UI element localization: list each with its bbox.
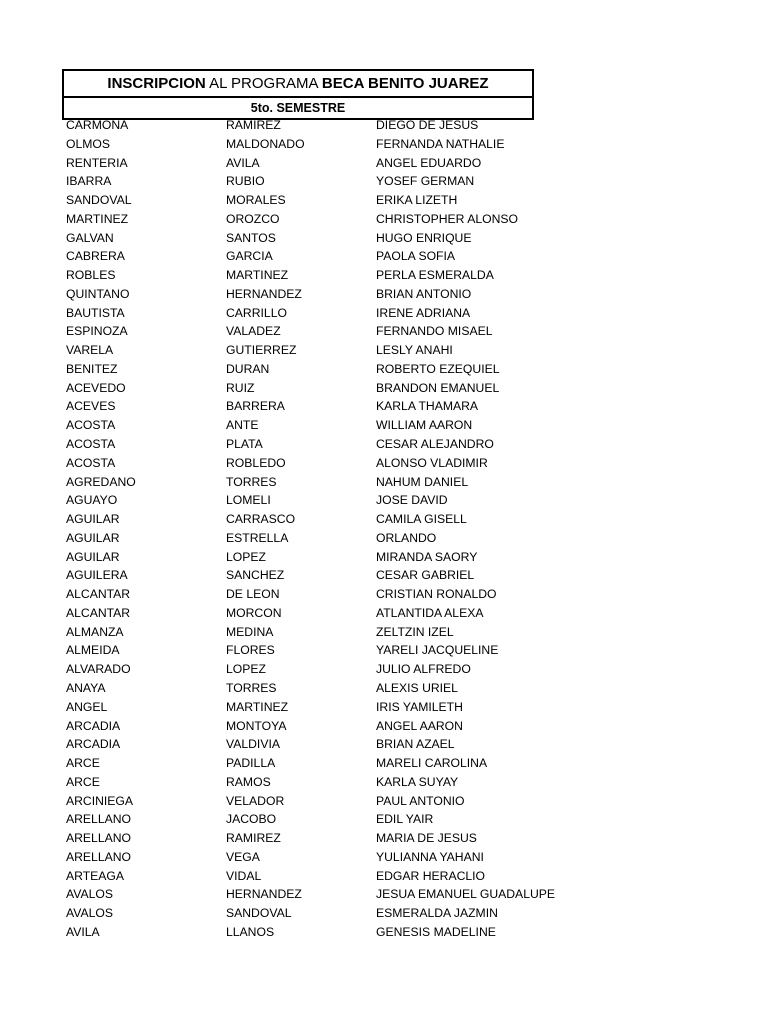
given-names: MARIA DE JESUS bbox=[376, 831, 477, 846]
maternal-surname: CARRASCO bbox=[226, 512, 296, 527]
student-row bbox=[66, 491, 626, 510]
maternal-surname: MORALES bbox=[226, 193, 286, 208]
maternal-surname: VALADEZ bbox=[226, 324, 281, 339]
maternal-surname: RUIZ bbox=[226, 380, 255, 395]
maternal-surname: RAMOS bbox=[226, 774, 271, 789]
paternal-surname: ESPINOZA bbox=[66, 324, 128, 339]
given-names: YULIANNA YAHANI bbox=[376, 849, 484, 864]
given-names: ZELTZIN IZEL bbox=[376, 624, 454, 639]
student-row bbox=[66, 229, 626, 248]
student-row bbox=[66, 397, 626, 416]
paternal-surname: ALCANTAR bbox=[66, 587, 131, 602]
maternal-surname: HERNANDEZ bbox=[226, 286, 302, 301]
maternal-surname: LOPEZ bbox=[226, 662, 266, 677]
student-row bbox=[66, 848, 626, 867]
student-row bbox=[66, 322, 626, 341]
student-row bbox=[66, 172, 626, 191]
maternal-surname: ESTRELLA bbox=[226, 530, 289, 545]
given-names: KARLA SUYAY bbox=[376, 774, 459, 789]
maternal-surname: ROBLEDO bbox=[226, 455, 286, 470]
maternal-surname: VEGA bbox=[226, 849, 260, 864]
given-names: JOSE DAVID bbox=[376, 493, 448, 508]
paternal-surname: ARELLANO bbox=[66, 849, 132, 864]
given-names: PAUL ANTONIO bbox=[376, 793, 465, 808]
maternal-surname: VIDAL bbox=[226, 868, 262, 883]
given-names: ANGEL EDUARDO bbox=[376, 155, 482, 170]
maternal-surname: TORRES bbox=[226, 474, 277, 489]
student-list bbox=[66, 116, 626, 942]
maternal-surname: HERNANDEZ bbox=[226, 887, 302, 902]
given-names: NAHUM DANIEL bbox=[376, 474, 469, 489]
paternal-surname: ARELLANO bbox=[66, 812, 132, 827]
given-names: MARELI CAROLINA bbox=[376, 756, 488, 771]
paternal-surname: AGUILERA bbox=[66, 568, 128, 583]
paternal-surname: ALMEIDA bbox=[66, 643, 120, 658]
given-names: JESUA EMANUEL GUADALUPE bbox=[376, 887, 556, 902]
paternal-surname: ACEVES bbox=[66, 399, 116, 414]
maternal-surname: JACOBO bbox=[226, 812, 277, 827]
maternal-surname: PLATA bbox=[226, 437, 263, 452]
given-names: WILLIAM AARON bbox=[376, 418, 473, 433]
paternal-surname: AVALOS bbox=[66, 887, 113, 902]
header-box bbox=[62, 69, 534, 120]
maternal-surname: LOPEZ bbox=[226, 549, 266, 564]
student-row bbox=[66, 360, 626, 379]
student-row bbox=[66, 435, 626, 454]
student-row bbox=[66, 604, 626, 623]
given-names: ANGEL AARON bbox=[376, 718, 463, 733]
paternal-surname: AVALOS bbox=[66, 906, 113, 921]
maternal-surname: VALDIVIA bbox=[226, 737, 280, 752]
student-row bbox=[66, 810, 626, 829]
given-names: ERIKA LIZETH bbox=[376, 193, 458, 208]
given-names: KARLA THAMARA bbox=[376, 399, 479, 414]
given-names: HUGO ENRIQUE bbox=[376, 230, 472, 245]
paternal-surname: ACOSTA bbox=[66, 455, 116, 470]
title-part-1: INSCRIPCION bbox=[107, 75, 206, 92]
given-names: BRIAN AZAEL bbox=[376, 737, 455, 752]
paternal-surname: AGUILAR bbox=[66, 530, 120, 545]
student-row bbox=[66, 247, 626, 266]
student-row bbox=[66, 191, 626, 210]
paternal-surname: BAUTISTA bbox=[66, 305, 125, 320]
paternal-surname: AGUILAR bbox=[66, 549, 120, 564]
maternal-surname: VELADOR bbox=[226, 793, 285, 808]
paternal-surname: ALCANTAR bbox=[66, 605, 131, 620]
paternal-surname: ARCADIA bbox=[66, 737, 121, 752]
student-row bbox=[66, 641, 626, 660]
paternal-surname: ROBLES bbox=[66, 268, 116, 283]
given-names: CESAR GABRIEL bbox=[376, 568, 475, 583]
given-names: CHRISTOPHER ALONSO bbox=[376, 211, 518, 226]
given-names: CRISTIAN RONALDO bbox=[376, 587, 497, 602]
maternal-surname: GUTIERREZ bbox=[226, 343, 297, 358]
student-row bbox=[66, 304, 626, 323]
paternal-surname: BENITEZ bbox=[66, 361, 118, 376]
title-part-2: AL PROGRAMA bbox=[205, 75, 322, 92]
given-names: ESMERALDA JAZMIN bbox=[376, 906, 498, 921]
maternal-surname: LLANOS bbox=[226, 924, 275, 939]
maternal-surname: SANTOS bbox=[226, 230, 276, 245]
maternal-surname: MARTINEZ bbox=[226, 699, 289, 714]
maternal-surname: MORCON bbox=[226, 605, 282, 620]
given-names: ALEXIS URIEL bbox=[376, 680, 458, 695]
maternal-surname: ANTE bbox=[226, 418, 259, 433]
given-names: GENESIS MADELINE bbox=[376, 924, 496, 939]
student-row bbox=[66, 566, 626, 585]
student-row bbox=[66, 116, 626, 135]
title-part-3: BECA BENITO JUAREZ bbox=[321, 75, 489, 92]
student-row bbox=[66, 210, 626, 229]
student-row bbox=[66, 660, 626, 679]
given-names: BRIAN ANTONIO bbox=[376, 286, 472, 301]
paternal-surname: ALVARADO bbox=[66, 662, 131, 677]
student-row bbox=[66, 792, 626, 811]
maternal-surname: MONTOYA bbox=[226, 718, 287, 733]
maternal-surname: SANDOVAL bbox=[226, 906, 292, 921]
given-names: MIRANDA SAORY bbox=[376, 549, 478, 564]
paternal-surname: ANGEL bbox=[66, 699, 108, 714]
maternal-surname: AVILA bbox=[226, 155, 260, 170]
student-row bbox=[66, 923, 626, 942]
student-row bbox=[66, 266, 626, 285]
paternal-surname: MARTINEZ bbox=[66, 211, 129, 226]
maternal-surname: GARCIA bbox=[226, 249, 273, 264]
student-row bbox=[66, 754, 626, 773]
paternal-surname: ARELLANO bbox=[66, 831, 132, 846]
student-row bbox=[66, 529, 626, 548]
student-row bbox=[66, 867, 626, 886]
maternal-surname: BARRERA bbox=[226, 399, 285, 414]
student-row bbox=[66, 154, 626, 173]
student-row bbox=[66, 454, 626, 473]
maternal-surname: RAMIREZ bbox=[226, 118, 281, 132]
student-row bbox=[66, 829, 626, 848]
paternal-surname: AGREDANO bbox=[66, 474, 136, 489]
given-names: FERNANDO MISAEL bbox=[376, 324, 493, 339]
student-row bbox=[66, 416, 626, 435]
paternal-surname: VARELA bbox=[66, 343, 114, 358]
maternal-surname: FLORES bbox=[226, 643, 275, 658]
student-row bbox=[66, 585, 626, 604]
paternal-surname: SANDOVAL bbox=[66, 193, 132, 208]
paternal-surname: ACOSTA bbox=[66, 418, 116, 433]
paternal-surname: CARMONA bbox=[66, 118, 129, 132]
maternal-surname: DE LEON bbox=[226, 587, 280, 602]
student-row bbox=[66, 285, 626, 304]
paternal-surname: GALVAN bbox=[66, 230, 114, 245]
maternal-surname: LOMELI bbox=[226, 493, 271, 508]
given-names: YARELI JACQUELINE bbox=[376, 643, 499, 658]
paternal-surname: AGUILAR bbox=[66, 512, 120, 527]
paternal-surname: ANAYA bbox=[66, 680, 106, 695]
student-row bbox=[66, 885, 626, 904]
paternal-surname: IBARRA bbox=[66, 174, 112, 189]
maternal-surname: SANCHEZ bbox=[226, 568, 285, 583]
student-row bbox=[66, 341, 626, 360]
paternal-surname: RENTERIA bbox=[66, 155, 128, 170]
given-names: IRIS YAMILETH bbox=[376, 699, 463, 714]
maternal-surname: MARTINEZ bbox=[226, 268, 289, 283]
maternal-surname: OROZCO bbox=[226, 211, 280, 226]
maternal-surname: RAMIREZ bbox=[226, 831, 281, 846]
paternal-surname: OLMOS bbox=[66, 136, 111, 151]
student-row bbox=[66, 904, 626, 923]
maternal-surname: TORRES bbox=[226, 680, 277, 695]
given-names: CAMILA GISELL bbox=[376, 512, 467, 527]
paternal-surname: ALMANZA bbox=[66, 624, 124, 639]
given-names: EDGAR HERACLIO bbox=[376, 868, 486, 883]
student-row bbox=[66, 548, 626, 567]
semester-subtitle: 5to. SEMESTRE bbox=[250, 101, 346, 115]
given-names: EDIL YAIR bbox=[376, 812, 434, 827]
given-names: DIEGO DE JESUS bbox=[376, 118, 479, 132]
maternal-surname: RUBIO bbox=[226, 174, 265, 189]
paternal-surname: AGUAYO bbox=[66, 493, 118, 508]
given-names: JULIO ALFREDO bbox=[376, 662, 471, 677]
student-row bbox=[66, 735, 626, 754]
given-names: ORLANDO bbox=[376, 530, 437, 545]
student-row bbox=[66, 717, 626, 736]
paternal-surname: ARCADIA bbox=[66, 718, 121, 733]
given-names: ALONSO VLADIMIR bbox=[376, 455, 488, 470]
given-names: LESLY ANAHI bbox=[376, 343, 453, 358]
paternal-surname: AVILA bbox=[66, 924, 100, 939]
student-row bbox=[66, 473, 626, 492]
paternal-surname: ACOSTA bbox=[66, 437, 116, 452]
given-names: FERNANDA NATHALIE bbox=[376, 136, 505, 151]
paternal-surname: ARTEAGA bbox=[66, 868, 125, 883]
paternal-surname: CABRERA bbox=[66, 249, 125, 264]
student-row bbox=[66, 135, 626, 154]
paternal-surname: ARCE bbox=[66, 756, 100, 771]
student-row bbox=[66, 679, 626, 698]
paternal-surname: ARCE bbox=[66, 774, 100, 789]
maternal-surname: CARRILLO bbox=[226, 305, 287, 320]
paternal-surname: QUINTANO bbox=[66, 286, 130, 301]
given-names: PERLA ESMERALDA bbox=[376, 268, 494, 283]
student-row bbox=[66, 623, 626, 642]
student-row bbox=[66, 510, 626, 529]
page-title bbox=[64, 71, 532, 98]
paternal-surname: ACEVEDO bbox=[66, 380, 126, 395]
given-names: ROBERTO EZEQUIEL bbox=[376, 361, 500, 376]
given-names: YOSEF GERMAN bbox=[376, 174, 475, 189]
given-names: CESAR ALEJANDRO bbox=[376, 437, 494, 452]
given-names: ATLANTIDA ALEXA bbox=[376, 605, 484, 620]
given-names: BRANDON EMANUEL bbox=[376, 380, 500, 395]
paternal-surname: ARCINIEGA bbox=[66, 793, 134, 808]
maternal-surname: DURAN bbox=[226, 361, 270, 376]
student-row bbox=[66, 773, 626, 792]
student-row bbox=[66, 698, 626, 717]
maternal-surname: MALDONADO bbox=[226, 136, 305, 151]
student-row bbox=[66, 379, 626, 398]
given-names: PAOLA SOFIA bbox=[376, 249, 456, 264]
maternal-surname: MEDINA bbox=[226, 624, 274, 639]
given-names: IRENE ADRIANA bbox=[376, 305, 471, 320]
maternal-surname: PADILLA bbox=[226, 756, 276, 771]
